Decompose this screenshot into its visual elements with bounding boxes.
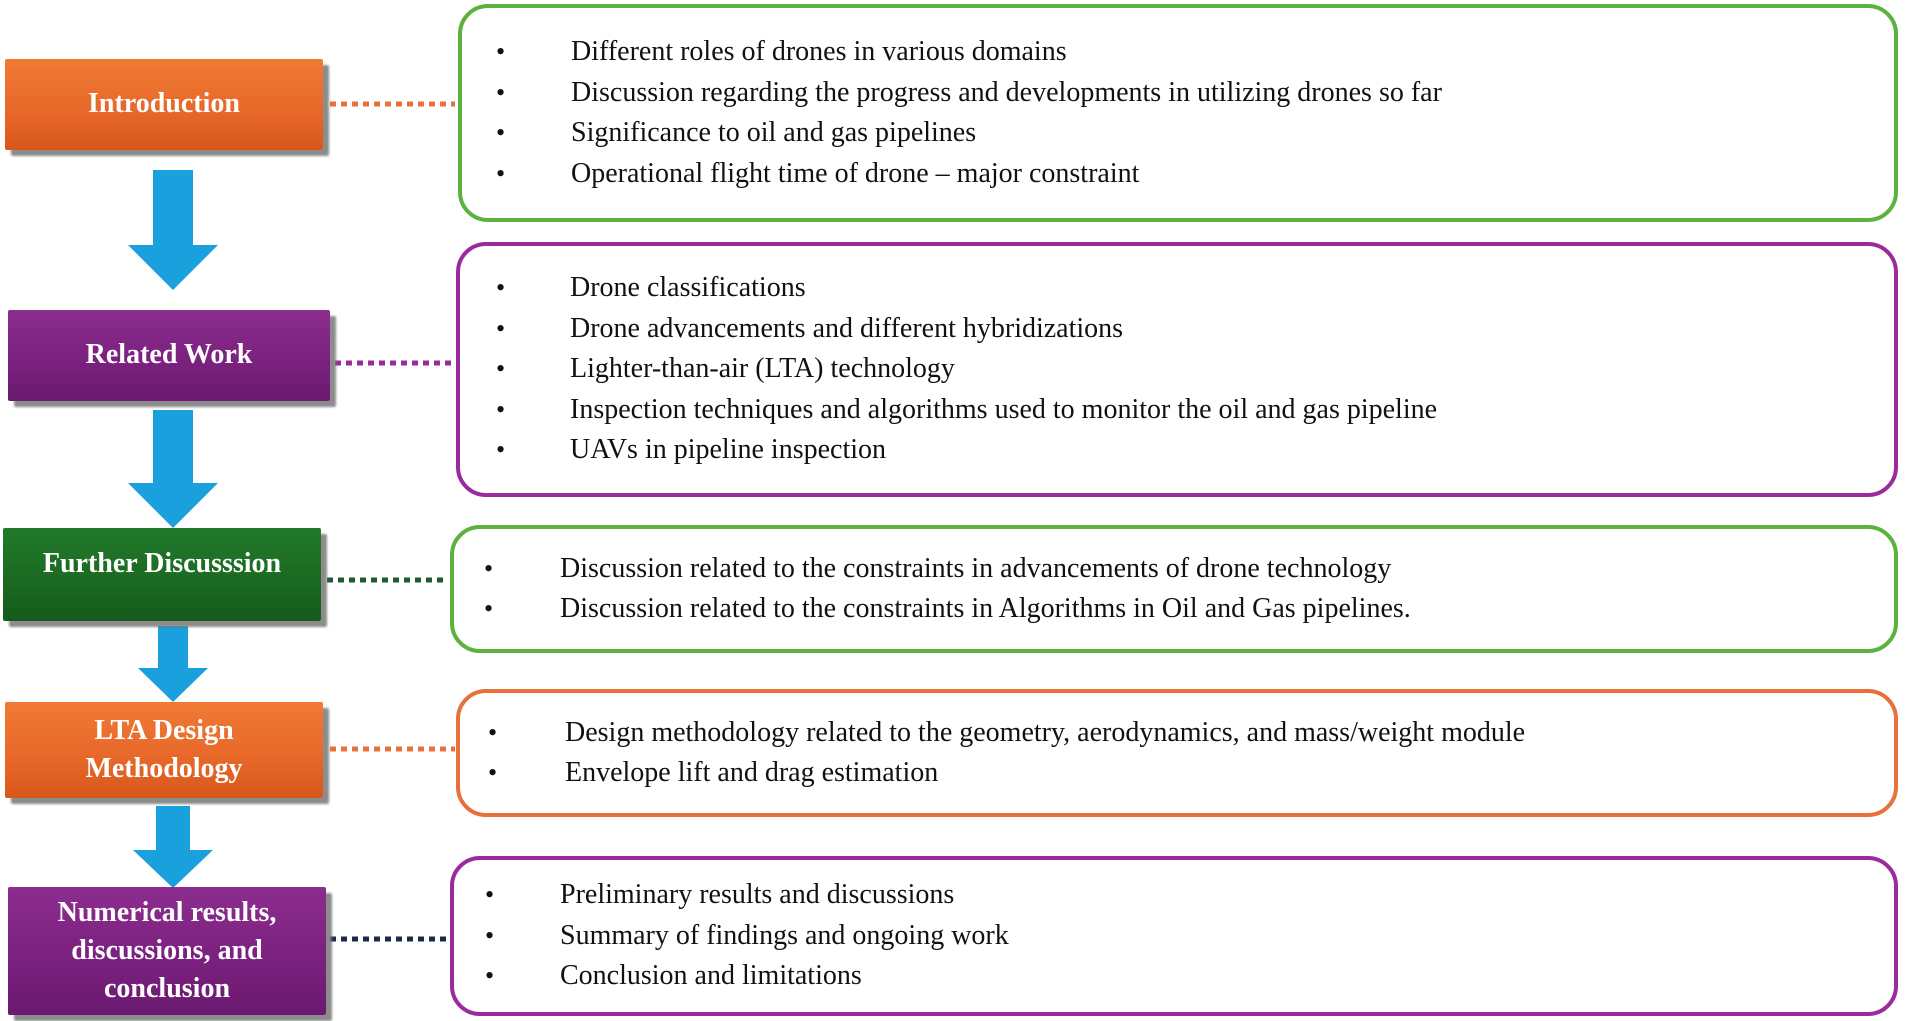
bullet-list bbox=[454, 549, 1894, 630]
list-item bbox=[460, 713, 1894, 754]
list-item bbox=[454, 916, 1894, 957]
bullet-list bbox=[454, 875, 1894, 997]
list-item bbox=[460, 390, 1894, 431]
bullet-icon: • bbox=[485, 880, 495, 910]
bullet-icon: • bbox=[496, 354, 506, 384]
list-item-text: Summary of findings and ongoing work bbox=[560, 919, 1009, 951]
list-item bbox=[460, 268, 1894, 309]
bullet-icon: • bbox=[496, 37, 506, 66]
list-item-text: Operational flight time of drone – major constraint bbox=[571, 157, 1140, 189]
panel-related-work bbox=[456, 242, 1898, 497]
bullet-list bbox=[462, 32, 1894, 194]
stage-numerical-results bbox=[8, 887, 326, 1015]
list-item bbox=[454, 875, 1894, 916]
panel-further-discussion bbox=[450, 525, 1898, 653]
bullet-icon: • bbox=[485, 920, 495, 950]
stage-lta-design-methodology bbox=[5, 702, 323, 798]
panel-lta-design-methodology bbox=[456, 689, 1898, 817]
bullet-icon: • bbox=[484, 594, 494, 623]
stage-title: Numerical results, discussions, and conclusion bbox=[57, 896, 277, 1005]
down-arrow-icon bbox=[138, 626, 208, 702]
bullet-icon: • bbox=[488, 717, 498, 747]
stage-title: Related Work bbox=[85, 339, 253, 371]
list-item bbox=[462, 154, 1894, 195]
list-item-text: Different roles of drones in various domains bbox=[571, 36, 1067, 67]
down-arrow-icon bbox=[133, 806, 213, 888]
panel-numerical-results bbox=[450, 856, 1898, 1016]
list-item-text: Envelope lift and drag estimation bbox=[565, 757, 939, 788]
stage-title: LTA Design Methodology bbox=[85, 714, 243, 784]
list-item-text: Significance to oil and gas pipelines bbox=[571, 117, 977, 148]
list-item bbox=[454, 589, 1894, 630]
list-item bbox=[460, 753, 1894, 794]
bullet-icon: • bbox=[484, 553, 494, 583]
bullet-icon: • bbox=[496, 435, 506, 465]
stage-title: Further Discusssion bbox=[42, 548, 282, 580]
stage-further-discussion bbox=[3, 528, 321, 621]
stage-introduction bbox=[5, 59, 323, 150]
bullet-icon: • bbox=[496, 158, 506, 188]
stage-title: Introduction bbox=[88, 88, 240, 120]
bullet-list bbox=[460, 713, 1894, 794]
list-item-text: Discussion related to the constraints in Algorithms in Oil and Gas pipelines. bbox=[560, 593, 1411, 624]
down-arrow-icon bbox=[128, 170, 218, 290]
bullet-icon: • bbox=[496, 394, 506, 424]
list-item-text: Inspection techniques and algorithms used to monitor the oil and gas pipeline bbox=[570, 393, 1438, 425]
bullet-icon: • bbox=[496, 313, 506, 343]
panel-introduction bbox=[458, 4, 1898, 222]
list-item-text: Discussion regarding the progress and developments in utilizing drones so far bbox=[571, 76, 1442, 108]
list-item-text: Preliminary results and discussions bbox=[560, 879, 955, 911]
list-item-text: Drone classifications bbox=[570, 272, 806, 304]
list-item-text: Design methodology related to the geometry, aerodynamics, and mass/weight module bbox=[565, 716, 1526, 748]
down-arrow-icon bbox=[128, 410, 218, 528]
list-item bbox=[460, 309, 1894, 350]
bullet-icon: • bbox=[496, 118, 506, 147]
bullet-icon: • bbox=[496, 77, 506, 107]
list-item bbox=[460, 430, 1894, 471]
bullet-icon: • bbox=[485, 961, 495, 991]
list-item bbox=[462, 32, 1894, 73]
list-item bbox=[462, 113, 1894, 154]
bullet-icon: • bbox=[496, 273, 506, 303]
list-item bbox=[462, 73, 1894, 114]
stage-related-work bbox=[8, 310, 330, 401]
list-item-text: Lighter-than-air (LTA) technology bbox=[570, 353, 955, 385]
list-item-text: UAVs in pipeline inspection bbox=[570, 434, 887, 466]
bullet-icon: • bbox=[488, 758, 498, 787]
bullet-list bbox=[460, 268, 1894, 471]
list-item bbox=[460, 349, 1894, 390]
list-item bbox=[454, 956, 1894, 997]
list-item-text: Drone advancements and different hybridizations bbox=[570, 312, 1124, 344]
list-item bbox=[454, 549, 1894, 590]
list-item-text: Conclusion and limitations bbox=[560, 960, 862, 992]
list-item-text: Discussion related to the constraints in advancements of drone technology bbox=[560, 552, 1392, 584]
